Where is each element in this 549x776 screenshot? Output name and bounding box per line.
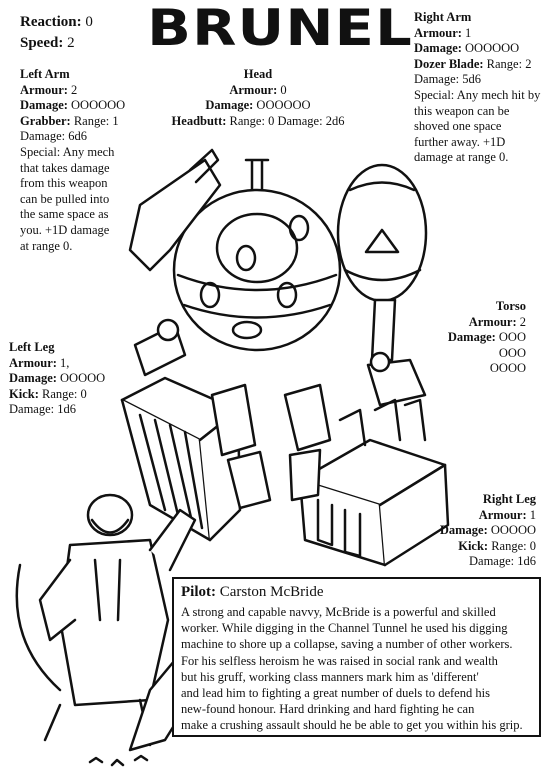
right-leg-damage-label: Damage:: [439, 523, 488, 538]
left-leg-armour-value: 1,: [60, 355, 70, 370]
bio-line: make a crushing assault should he be able to get you within his grip.: [181, 718, 523, 733]
right-arm-damage-track: OOOOOO: [465, 41, 520, 56]
bio-line: but his gruff, working class manners mark him as 'different': [181, 669, 479, 684]
right-leg-weapon-label: Kick:: [458, 538, 489, 553]
special-line: at range 0.: [20, 238, 73, 253]
left-arm-armour-value: 2: [71, 82, 78, 97]
speed-value: 2: [67, 35, 75, 51]
pilot-label: Pilot:: [181, 584, 216, 600]
left-arm-damage-label: Damage:: [20, 98, 68, 113]
head-weapon-label: Headbutt:: [171, 113, 227, 128]
left-leg-weapon-label: Kick:: [9, 386, 39, 401]
left-leg-weapon-range: Range: 0: [41, 386, 87, 401]
right-leg-armor: [285, 385, 330, 450]
special-line: that takes damage: [20, 160, 110, 175]
right-leg-armour-label: Armour:: [478, 507, 527, 522]
head-damage-track: OOOOOO: [256, 98, 311, 113]
right-leg-heading: Right Leg: [482, 492, 536, 506]
left-arm-weapon-damage: Damage: 6d6: [20, 129, 87, 144]
left-arm-weapon-label: Grabber:: [20, 113, 71, 128]
left-arm-damage-track: OOOOOO: [71, 98, 126, 113]
head-armour-value: 0: [280, 82, 287, 97]
special-line: Special: Any mech hit by: [414, 87, 541, 102]
bio-line: machine to shore up a collapse, saving a number of other workers.: [181, 637, 513, 652]
right-arm-block: [414, 10, 549, 166]
torso-damage-track: OOOO: [489, 361, 526, 376]
left-leg-weapon-damage: Damage: 1d6: [9, 402, 76, 417]
right-leg-block: [400, 492, 536, 570]
pilot-figure: [17, 495, 195, 750]
left-arm-weapon-range: Range: 1: [73, 113, 119, 128]
head-block: [168, 67, 348, 129]
torso-armour-value: 2: [519, 314, 526, 329]
left-arm-heading: Left Arm: [20, 67, 70, 81]
pilot-name: Carston McBride: [219, 584, 324, 600]
right-arm-armour-label: Armour:: [414, 25, 462, 40]
head-armour-label: Armour:: [229, 82, 278, 97]
right-arm-weapon-damage: Damage: 5d6: [414, 72, 481, 87]
left-leg-damage-track: OOOOO: [60, 371, 106, 386]
right-leg-weapon-range: Range: 0: [491, 538, 536, 553]
right-leg-weapon-damage: Damage: 1d6: [469, 554, 536, 569]
reaction-value: 0: [85, 14, 93, 30]
right-arm-heading: Right Arm: [414, 10, 472, 24]
right-arm-special: [414, 88, 549, 166]
pilot-panel: [172, 577, 541, 737]
left-leg-damage-label: Damage:: [9, 371, 57, 386]
special-line: further away. +1D: [414, 134, 506, 149]
torso-heading: Torso: [495, 299, 526, 313]
right-arm-weapon-label: Dozer Blade:: [414, 56, 484, 71]
left-leg-heading: Left Leg: [9, 340, 55, 354]
right-arm-armour-value: 1: [465, 25, 472, 40]
right-arm-weapon-range: Range: 2: [486, 56, 532, 71]
right-arm-damage-label: Damage:: [414, 41, 462, 56]
left-arm-special: [20, 145, 160, 254]
left-arm-block: [20, 67, 160, 254]
special-line: can be pulled into: [20, 191, 110, 206]
head-weapon-stats: Range: 0 Damage: 2d6: [229, 113, 345, 128]
bio-line: worker. While digging in the Channel Tunnel he used his digging: [181, 621, 508, 636]
bio-line: new-found honour. Hard drinking and hard fighting he can: [181, 702, 475, 717]
torso-block: [400, 299, 526, 377]
left-arm-armour-label: Armour:: [20, 82, 68, 97]
special-line: this weapon can be: [414, 103, 510, 118]
torso-damage-track: OOO: [498, 330, 526, 345]
reaction-label: Reaction:: [20, 14, 82, 30]
special-line: Special: Any mech: [20, 144, 115, 159]
bio-line: For his selfless heroism he was raised in social rank and wealth: [181, 653, 498, 668]
bio-line: A strong and capable navvy, McBride is a powerful and skilled: [181, 605, 496, 619]
torso-damage-track: OOO: [498, 345, 526, 360]
head-heading: Head: [243, 67, 273, 81]
reaction-stat: [20, 12, 93, 33]
bio-line: and lead him to fighting a great number of duels to defend his: [181, 686, 490, 701]
special-line: the same space as: [20, 207, 109, 222]
torso-damage-label: Damage:: [447, 330, 496, 345]
left-leg-armour-label: Armour:: [9, 355, 57, 370]
special-line: damage at range 0.: [414, 150, 509, 165]
special-line: from this weapon: [20, 176, 108, 191]
special-line: shoved one space: [414, 119, 502, 134]
speed-label: Speed:: [20, 35, 64, 51]
right-leg-armour-value: 1: [529, 507, 536, 522]
left-leg-block: [9, 340, 139, 418]
head-damage-label: Damage:: [205, 98, 254, 113]
speed-stat: [20, 33, 75, 54]
right-leg-damage-track: OOOOO: [490, 523, 536, 538]
pilot-bio: [181, 604, 532, 734]
mech-title: BRUNEL: [147, 0, 413, 57]
special-line: you. +1D damage: [20, 222, 110, 237]
torso-armour-label: Armour:: [468, 314, 517, 329]
pilot-header: [181, 583, 532, 602]
